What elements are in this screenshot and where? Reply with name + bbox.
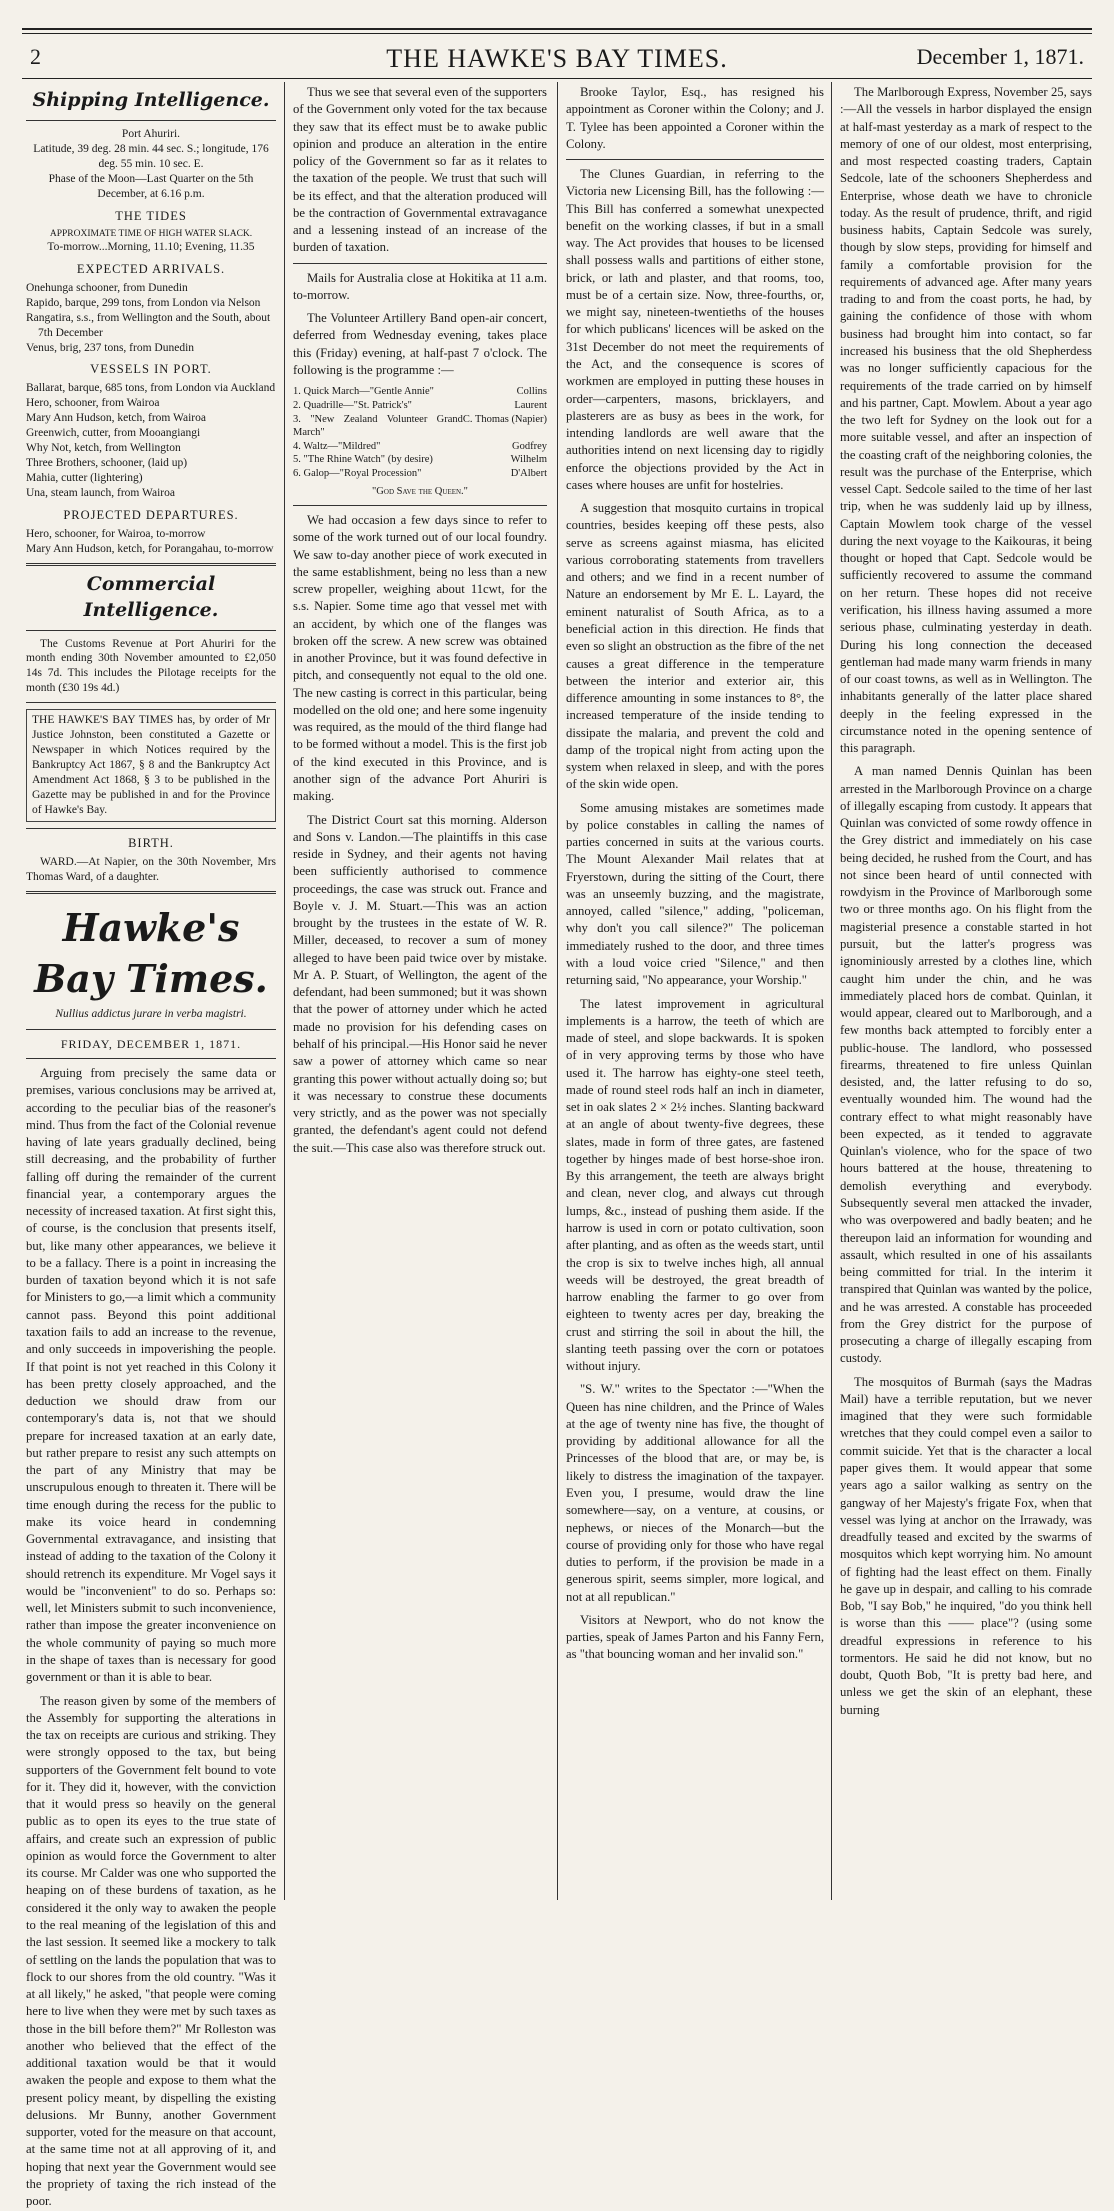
column-2	[293, 84, 547, 1899]
rule	[293, 263, 547, 264]
top-rule	[22, 28, 1092, 34]
departures-heading: PROJECTED DEPARTURES.	[63, 507, 239, 522]
birth-notice: WARD.—At Napier, on the 30th November, Mrs Thomas Ward, of a daughter.	[26, 855, 276, 883]
news-paragraph: Visitors at Newport, who do not know the parties, speak of James Parton and his Fanny Fern, as "that bouncing woman and her invalid son."	[566, 1612, 824, 1662]
news-paragraph: We had occasion a few days since to refer to some of the work turned out of our local foundry. We saw to-day another piece of work executed in the same establishment, being no less than a new screw propeller, weighing about 11cwt, for the s.s. Napier. Some time ago that vessel met with an accident, by which one of the flanges was broken off the screw. A new screw was obtained in another Province, but it was found defective in pitch, and consequently not equal to the old one. The new casting is correct in this particular, being modelled on the old one; and here some ingenuity was required, as the mould of the third flange had to be formed without a model. This is the first job of the kind executed in this Province, and is another sign of the advance Port Ahuriri is making.	[293, 513, 547, 804]
list-item: Mary Ann Hudson, ketch, from Wairoa	[26, 412, 206, 425]
masthead-motto: Nullius addictus jurare in verba magistri.	[55, 1008, 247, 1021]
list-item: Mary Ann Hudson, ketch, for Porangahau, to-morrow	[26, 542, 274, 555]
news-paragraph: A man named Dennis Quinlan has been arrested in the Marlborough Province on a charge of illegally escaping from custody. It appears that Quinlan was convicted of some rowdy offence in the Grey district and immediately on his case being decided, he rushed from the Court, and has not since been heard of until connected with rowdyism in the Province of Marlborough some two or three months ago. On his flight from the magisterial presence a constable started in hot pursuit, but the latter's progress was ignominiously arrested by a clothes line, which caught him under the chin, and he was immediately placed hors de combat. Quinlan, it would appear, cleared out to Marlborough, and a few months back attempted to forcibly enter a public-house. The landlord, who possessed firearms, threatened to fire unless Quinlan desisted, and, the latter refusing to do so, eventually wounded him. The wound had the contrary effect to what might reasonably have been expected, as it tended to aggravate Quinlan's violence, who for the space of two hours battered at the house, threatening to demolish everything and everybody. Subsequently several men attacked the invader, who was overpowered and badly beaten; and he thereupon laid an information for wounding and assault, which resulted in one of his assailants being committed for trial. In the interim it transpired that Quinlan was wanted by the police, and he was arrested. A constable has proceeded from the Grey district for the purpose of prosecuting a charge of illegally escaping from custody.	[840, 764, 1092, 1366]
news-paragraph: Brooke Taylor, Esq., has resigned his appointment as Coroner within the Colony; and J. T. Tylee has been appointed a Coroner within the Colony.	[566, 85, 824, 151]
news-paragraph: The Clunes Guardian, in referring to the Victoria new Licensing Bill, has the following :—This Bill has conferred a somewhat unexpected benefit on the working classes, if but in a small way. The Act provides that houses to be licensed shall possess walls and partitions of either stone, brick, or lath and plaster, and that rooms, too, must be of a certain size. Now, three-fourths, or, we might say, nineteen-twentieths of the houses for which publicans' licences will be asked on the 31st December do not meet the requirements of the Act, and the consequence is scores of workmen are employed in putting these houses in order—carpenters, masons, bricklayers, and plasterers are as busy as bees in the work, for intending landlords are well aware that the authorities intend on next licensing day to rigidly enforce the objections provided by the Act in cases where houses are unfit for hostelries.	[566, 167, 824, 492]
list-item: Hero, schooner, for Wairoa, to-morrow	[26, 527, 206, 540]
masthead: Hawke's Bay Times.	[34, 904, 268, 1002]
shipping-heading: Shipping Intelligence.	[32, 89, 270, 111]
gazette-notice: THE HAWKE'S BAY TIMES has, by order of Mr Justice Johnston, been constituted a Gazette or Newspaper in which Notices required by the Bankruptcy Act 1867, § 8 and the Bankruptcy Act Amendment Act 1868, § 3 to be published in the Gazette may be published in and for the Province of Hawke's Bay.	[26, 709, 276, 822]
port-location: Latitude, 39 deg. 28 min. 44 sec. S.; longitude, 176 deg. 55 min. 10 sec. E.	[33, 142, 269, 170]
list-item: Ballarat, barque, 685 tons, from London via Auckland	[26, 382, 276, 395]
news-paragraph: The Volunteer Artillery Band open-air concert, deferred from Wednesday evening, takes place this (Friday) evening, at half-past 7 o'clock. The following is the programme :—	[293, 311, 547, 377]
list-item: Mahia, cutter (lightering)	[26, 472, 143, 485]
rule	[26, 828, 276, 829]
news-paragraph: The Marlborough Express, November 25, says :—All the vessels in harbor displayed the ensign at half-mast yesterday as a mark of respect to the memory of one of our oldest, most enterprising, and most respected coasting traders, Captain Sedcole, late of the schooners Shepherdess and Enterprise, whose death we have to chronicle today. As the result of prudence, thrift, and rigid business habits, Captain Sedcole was surely, though by slow steps, providing for himself and family a comfortable provision for the requirements of advanced age. After many years trading to and from the coast ports, he had, by gaining the confidence of those with whom business had brought him into contact, so far increased his business that the old Shepherdess was no longer sufficiently capacious for the requirements of the trade carried on by himself and his partner, Capt. Mowlem. About a year ago the two left for Sydney on the look out for a more suitable vessel, and after an inspection of the coasting craft of the neighboring colonies, the result was the purchase of the Enterprise, which vessel Capt. Sedcole sailed to the time of her last trip, when he was suddenly laid up by illness, Captain Mowlem took charge of the vessel during the next voyage to the Kaikouras, it being thought or hoped that Capt. Sedcole would be sufficiently recovered to assume the command on her return. These hopes did not receive verification, his illness having assumed a more serious phase, culminating yesterday in death. During his long connection the deceased gentleman had made many warm friends in many of our coast towns, as well as in Wellington. The inhabitants generally of the latter place shared deeply in the feeling expressed in the circumstance noted in the opening sentence of this paragraph.	[840, 85, 1092, 756]
rule	[26, 1058, 276, 1059]
birth-heading: BIRTH.	[128, 835, 174, 850]
rule	[26, 563, 276, 566]
programme-row: 5. "The Rhine Watch" (by desire) Wilhelm	[293, 454, 547, 466]
column-divider	[557, 82, 558, 1900]
commercial-text: The Customs Revenue at Port Ahuriri for the month ending 30th November amounted to £2,050 14s 7d. This includes the Pilotage receipts for the month (£30 19s 4d.)	[26, 637, 276, 695]
column-4	[840, 84, 1092, 1899]
in-port-list	[26, 381, 276, 501]
rule	[26, 630, 276, 631]
rule	[293, 505, 547, 506]
rule	[26, 702, 276, 703]
programme-row: 3. "New Zealand Volunteer Grand March" C. Thomas (Napier)	[293, 413, 547, 439]
tides-subheading: APPROXIMATE TIME OF HIGH WATER SLACK.	[49, 228, 253, 239]
column-1	[26, 84, 276, 2209]
rule	[26, 891, 276, 894]
rule	[26, 1029, 276, 1030]
news-paragraph: The District Court sat this morning. Alderson and Sons v. Landon.—The plaintiffs in this case reside in Sydney, and their agents not having been sufficiently authorised to commence proceedings, the case was struck out. France and Boyle v. J. M. Stuart.—This was an action brought by the trustees in the estate of W. R. Miller, deceased, to recover a sum of money alleged to have been paid twice over by mistake. Mr A. P. Stuart, of Wellington, the agent of the defendant, had been summoned; but it was shown that the power of attorney under which he acted made no provision for his defending cases on behalf of his principal.—His Honor said he never saw a power of attorney which came so near granting this power without actually doing so; but it was necessary to construe these documents very strictly, and as the power was not specially granted, the defendant's agent could not defend the suit.—This case also was therefore struck out.	[293, 812, 547, 1155]
rule	[26, 120, 276, 121]
list-item: Una, steam launch, from Wairoa	[26, 487, 175, 500]
expected-heading: EXPECTED ARRIVALS.	[76, 261, 226, 276]
page-header	[30, 44, 1084, 76]
news-paragraph: The mosquitos of Burmah (says the Madras Mail) have a terrible reputation, but we never imagined that they were such formidable wretches that they could compel even a sailor to commit suicide. Yet that is the character a local paper gives them. It would appear that some years ago a sailor walking as sentry on the gangway of her Majesty's frigate Fox, when that vessel was lying at anchor on the Irrawady, was dreadfully teased and excited by the swarms of mosquitos which kept worrying him. No amount of fighting had the least effect on them. Finally he gave up in despair, and calling to his comrade Bob, "I say Bob," he inquired, "do you think hell is worse than this —— place"? (using some dreadful expressions in reference to his tormentors. He said he did not know, but no doubt, Quoth Bob, "It is pretty bad here, and unless we get the skin of an elephant, these burning	[840, 1374, 1092, 1717]
news-paragraph: Mails for Australia close at Hokitika at 11 a.m. to-morrow.	[293, 270, 547, 302]
tides-heading: THE TIDES	[115, 208, 187, 223]
commercial-heading: Commercial Intelligence.	[83, 572, 219, 621]
port-name: Port Ahuriri.	[121, 127, 181, 140]
list-item: Hero, schooner, from Wairoa	[26, 397, 160, 410]
in-port-heading: VESSELS IN PORT.	[90, 362, 212, 377]
concert-programme	[293, 385, 547, 480]
news-paragraph: A suggestion that mosquito curtains in tropical countries, besides keeping off these pests, also serve as screens against miasma, has elicited various corroborating statements from travellers and others; and we find in a recent number of Nature an endorsement by Mr E. L. Layard, the eminent naturalist of South Africa, as to a beneficial action in this direction. He finds that even so slight an obstruction as the fibre of the net causes a great difference in the temperature between the interior and exterior air, this difference amounting in some instances to 8°, the increased temperature of the inside tending to dissipate the malaria, and prevent the cold and damp of the tropical night from acting upon the system when relaxed in sleep, and with the pores of the skin wide open.	[566, 501, 824, 792]
programme-row: 4. Waltz—"Mildred" Godfrey	[293, 440, 547, 452]
column-divider	[831, 82, 832, 1900]
moon-phase: Phase of the Moon—Last Quarter on the 5th December, at 6.16 p.m.	[48, 172, 254, 200]
tides-times: To-morrow...Morning, 11.10; Evening, 11.35	[47, 240, 255, 253]
issue-date: December 1, 1871.	[916, 44, 1084, 69]
news-paragraph: The latest improvement in agricultural implements is a harrow, the teeth of which are made of steel, and slope backwards. It is spoken of in very approving terms by those who have used it. The harrow has eighty-one steel teeth, made of round steel rods half an inch in diameter, set in oak slates 2 × 2½ inches. Slanting backward at an angle of about twenty-five degrees, these slates, made in form of three gates, are fastened together by hinges made of best horse-shoe iron. By this arrangement, the teeth are always bright and clean, never clog, and always cut through lumps, &c., instead of pushing them aside. If the harrow is used in corn or potato cultivation, soon after planting, and as often as the weeds start, until the crop is six to twelve inches high, all annual weeds will be destroyed, the great breadth of harrow enabling the farmer to go over from eighteen to twenty acres per day, breaking the crust and stirring the soil in about the hill, the slanting teeth passing over the corn or potatoes without injury.	[566, 996, 824, 1374]
list-item: Three Brothers, schooner, (laid up)	[26, 457, 188, 470]
editorial-paragraph: The reason given by some of the members of the Assembly for supporting the alterations in the tax on receipts are curious and striking. They were strongly opposed to the tax, but being supporters of the Government felt bound to vote for it. They did it, however, with the conviction that it would press so heavily on the general public as to open its eyes to the true state of affairs, and create such an expression of public opinion as would force the Government to alter its course. Mr Calder was one who supported the heaping on of these burdens of taxation, as he considered it the only way to awaken the people to the real meaning of the legislation of this and the last session. It seemed like a mockery to talk of settling on the lands the population that was to flock to our shores from the old country. "Was it at all likely," he asked, "that people were coming here to live when they were met by such taxes as those in the bill before them?" Mr Rolleston was another who believed that the effect of the additional taxation would be that it would awaken the people and expose to them what the present policy meant, by dispelling the existing delusions. Mr Bunny, another Government supporter, voted for the measure on that account, at the same time not at all approving of it, and hoping that next year the Government would see the propriety of taxing the rich instead of the poor.	[26, 1693, 276, 2209]
programme-row: 2. Quadrille—"St. Patrick's" Laurent	[293, 399, 547, 411]
list-item: Onehunga schooner, from Dunedin	[26, 281, 188, 294]
header-rule	[22, 78, 1092, 79]
newspaper-title: THE HAWKE'S BAY TIMES.	[386, 44, 728, 73]
programme-row: 1. Quick March—"Gentle Annie" Collins	[293, 386, 547, 398]
programme-close: "God Save the Queen."	[372, 485, 468, 497]
departures-list	[26, 527, 276, 557]
editorial-paragraph: Thus we see that several even of the supporters of the Government only voted for the tax because they saw that its effect must be to awake public opinion and produce an alteration in the entire policy of the Government so far as it relates to the taxation of the people. We trust that such will be its effect, and that the alteration produced will be the contraction of Governmental extravagance and a lessening instead of an increase of the burden of taxation.	[293, 85, 547, 255]
rule	[566, 159, 824, 160]
news-paragraph: Some amusing mistakes are sometimes made by police constables in calling the names of parties concerned in suits at the various courts. The Mount Alexander Mail relates that at Fryerstown, during the sitting of the Court, there was an unseemly buzzing, and the magistrate, annoyed, called "silence," adding, "policeman, why don't you call silence?" The policeman immediately rushed to the door, and three times with a loud voice cried "Silence," and then returning said, "No appearance, your Worship."	[566, 800, 824, 988]
list-item: Rapido, barque, 299 tons, from London via Nelson	[26, 296, 261, 309]
list-item: Rangatira, s.s., from Wellington and the South, about 7th December	[26, 311, 271, 339]
column-3	[566, 84, 824, 1899]
programme-row: 6. Galop—"Royal Procession" D'Albert	[293, 468, 547, 480]
dateline: FRIDAY, DECEMBER 1, 1871.	[60, 1036, 242, 1051]
list-item: Greenwich, cutter, from Mooangiangi	[26, 427, 201, 440]
column-divider	[284, 82, 285, 1900]
list-item: Why Not, ketch, from Wellington	[26, 442, 181, 455]
editorial-paragraph: Arguing from precisely the same data or premises, various conclusions may be arrived at, according to the peculiar bias of the reasoner's mind. Thus from the fact of the Colonial revenue having of late years gradually declined, being still decreasing, and the probability of further falling off during the remainder of the current financial year, a contemporary argues the necessity of increased taxation. At first sight this, of course, is the conclusion that presents itself, but, like many other appearances, we believe it to be a fallacy. There is a point in increasing the burden of taxation beyond which it is not safe for Ministers to go,—a limit which a community cannot pass. Beyond this point additional taxation fails to add an increase to the revenue, and only succeeds in impoverishing the people. If that point is not yet reached in this Colony it has been pretty closely approached, and the deduction we should draw from our contemporary's data is, not that we should prepare for increased taxation at an early date, but rather prepare to resist any such attempts on the part of any Ministry that may be unscrupulous enough to threaten it. There will be time enough during the recess for the public to make its voice heard in condemning Governmental extravagance, and insisting that instead of adding to the taxation of the Colony it should retrench its expenditure. Mr Vogel says it would be "inconvenient" to do so. Perhaps so: well, let Ministers submit to such inconvenience, rather than impose the greater inconvenience on the whole community of paying so much more in the shape of taxes than is necessary for good government or than it is able to bear.	[26, 1065, 276, 1685]
list-item: Venus, brig, 237 tons, from Dunedin	[26, 341, 195, 354]
news-paragraph: "S. W." writes to the Spectator :—"When the Queen has nine children, and the Prince of Wales at the age of twenty nine has five, the thought of providing by additional allowance for all the Princesses of the blood that are, or may be, is likely to distress the imagination of the taxpayer. Even you, I presume, would draw the line somewhere—say, on a venture, at cousins, or nephews, or nieces of the Monarch—but the course of providing only for those who have regal duties to perform, if the provision be made in a generous spirit, seems simpler, more logical, and not at all republican."	[566, 1382, 824, 1604]
page-number: 2	[30, 44, 41, 69]
expected-list	[26, 281, 276, 356]
